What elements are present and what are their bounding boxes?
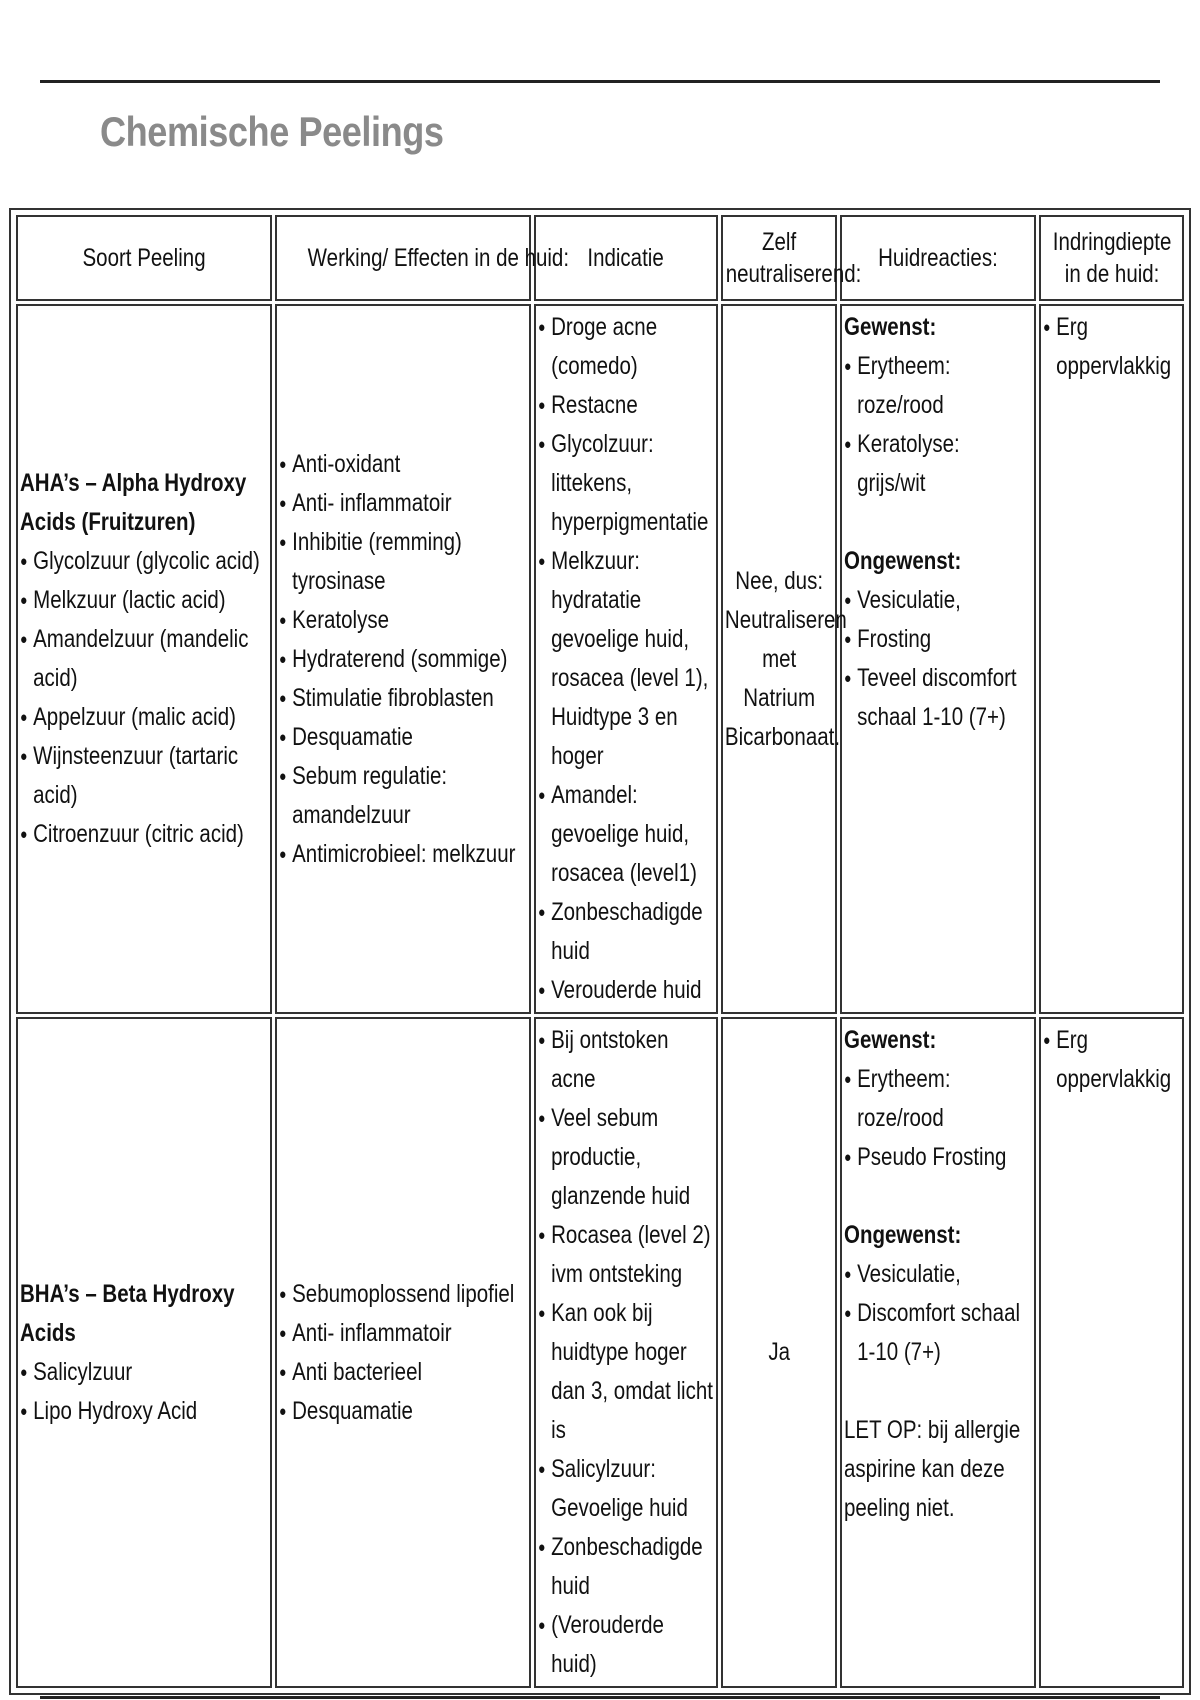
header-indicatie: Indicatie bbox=[534, 215, 718, 301]
list-item: ● Erytheem: roze/rood bbox=[844, 347, 1032, 425]
undesired-label: Ongewenst: bbox=[844, 1221, 962, 1249]
list-item: ● Rocasea (level 2) ivm ontsteking bbox=[538, 1216, 714, 1294]
list-item: ● Pseudo Frosting bbox=[844, 1138, 1032, 1177]
list-item: ● Amandelzuur (mandelic acid) bbox=[20, 620, 268, 698]
list-item: ● Melkzuur (lactic acid) bbox=[20, 581, 268, 620]
aha-effects-cell bbox=[275, 304, 531, 1014]
peelings-table-frame bbox=[9, 208, 1191, 1695]
table-row-bha bbox=[16, 1017, 1184, 1688]
list-item: ● Restacne bbox=[538, 386, 714, 425]
header-werking: Werking/ Effecten in de huid: bbox=[275, 215, 531, 301]
list-item: ● Citroenzuur (citric acid) bbox=[20, 815, 268, 854]
list-item: ● Amandel: gevoelige huid, rosacea (level1) bbox=[538, 776, 714, 893]
list-item: ● Vesiculatie, bbox=[844, 581, 1032, 620]
bha-reactions-cell bbox=[840, 1017, 1036, 1688]
list-item: ● Erg oppervlakkig bbox=[1043, 1021, 1180, 1099]
bha-indications-list bbox=[538, 1021, 714, 1684]
list-item: ● Hydraterend (sommige) bbox=[279, 640, 527, 679]
list-item: ● Anti bacterieel bbox=[279, 1353, 527, 1392]
bha-title: BHA’s – Beta Hydroxy Acids bbox=[20, 1279, 235, 1347]
list-item: ● Vesiculatie, bbox=[844, 1255, 1032, 1294]
bha-effects-cell bbox=[275, 1017, 531, 1688]
bha-indications-cell bbox=[534, 1017, 718, 1688]
bha-neutralizing-cell bbox=[721, 1017, 837, 1688]
table-row-aha bbox=[16, 304, 1184, 1014]
peelings-table bbox=[13, 212, 1187, 1691]
list-item: ● Teveel discomfort schaal 1-10 (7+) bbox=[844, 659, 1032, 737]
aha-type-cell bbox=[16, 304, 272, 1014]
list-item: ● Salicylzuur: Gevoelige huid bbox=[538, 1450, 714, 1528]
list-item: ● Droge acne (comedo) bbox=[538, 308, 714, 386]
list-item: ● Inhibitie (remming) tyrosinase bbox=[279, 523, 527, 601]
list-item: ● Glycolzuur: littekens, hyperpigmentatie bbox=[538, 425, 714, 542]
list-item: ● Erg oppervlakkig bbox=[1043, 308, 1180, 386]
list-item: ● Keratolyse: grijs/wit bbox=[844, 425, 1032, 503]
aha-effects-list bbox=[279, 445, 527, 874]
list-item: ● Glycolzuur (glycolic acid) bbox=[20, 542, 268, 581]
list-item: ● Lipo Hydroxy Acid bbox=[20, 1392, 268, 1431]
bha-effects-list bbox=[279, 1275, 527, 1431]
list-item: ● Discomfort schaal 1-10 (7+) bbox=[844, 1294, 1032, 1372]
top-rule bbox=[40, 80, 1160, 83]
aha-title: AHA’s – Alpha Hydroxy Acids (Fruitzuren) bbox=[20, 469, 247, 536]
list-item: ● Salicylzuur bbox=[20, 1353, 268, 1392]
list-item: ● Melkzuur: hydratatie gevoelige huid, rosacea (level 1), Huidtype 3 en hoger bbox=[538, 542, 714, 776]
aha-depth-list bbox=[1043, 308, 1180, 386]
aha-neutralizing-text: Nee, dus: Neutraliseren met Natrium Bicarbonaat. bbox=[724, 566, 847, 751]
aha-types-list bbox=[20, 542, 268, 854]
bha-neutralizing-text: Ja bbox=[767, 1338, 790, 1366]
list-item: ● Sebumoplossend lipofiel bbox=[279, 1275, 527, 1314]
header-row bbox=[16, 215, 1184, 301]
list-item: ● Kan ook bij huidtype hoger dan 3, omdat licht is bbox=[538, 1294, 714, 1450]
list-item: ● Antimicrobieel: melkzuur bbox=[279, 835, 527, 874]
list-item: ● Frosting bbox=[844, 620, 1032, 659]
bha-type-cell bbox=[16, 1017, 272, 1688]
aha-indications-list bbox=[538, 308, 714, 1010]
aha-indications-cell bbox=[534, 304, 718, 1014]
bha-undesired-list bbox=[844, 1255, 1032, 1372]
header-huidreacties: Huidreacties: bbox=[840, 215, 1036, 301]
bha-depth-list bbox=[1043, 1021, 1180, 1099]
list-item: ● Verouderde huid bbox=[538, 971, 714, 1010]
desired-label: Gewenst: bbox=[844, 1026, 937, 1054]
list-item: ● Zonbeschadigde huid bbox=[538, 893, 714, 971]
list-item: ● Appelzuur (malic acid) bbox=[20, 698, 268, 737]
list-item: ● Bij ontstoken acne bbox=[538, 1021, 714, 1099]
bha-desired-list bbox=[844, 1060, 1032, 1177]
list-item: ● Stimulatie fibroblasten bbox=[279, 679, 527, 718]
list-item: ● Erytheem: roze/rood bbox=[844, 1060, 1032, 1138]
allergy-warning: LET OP: bij allergie aspirine kan deze peeling niet. bbox=[844, 1416, 1021, 1522]
header-zelf-neutraliserend: Zelf neutraliserend: bbox=[721, 215, 837, 301]
list-item: ● Wijnsteenzuur (tartaric acid) bbox=[20, 737, 268, 815]
aha-desired-list bbox=[844, 347, 1032, 503]
aha-neutralizing-cell bbox=[721, 304, 847, 1014]
list-item: ● Veel sebum productie, glanzende huid bbox=[538, 1099, 714, 1216]
list-item: ● Desquamatie bbox=[279, 718, 527, 757]
list-item: ● Desquamatie bbox=[279, 1392, 527, 1431]
undesired-label: Ongewenst: bbox=[844, 547, 962, 575]
aha-depth-cell bbox=[1039, 304, 1184, 1014]
bha-types-list bbox=[20, 1353, 268, 1431]
list-item: ● Anti- inflammatoir bbox=[279, 484, 527, 523]
list-item: ● Anti-oxidant bbox=[279, 445, 527, 484]
bottom-rule bbox=[40, 1696, 1160, 1699]
aha-undesired-list bbox=[844, 581, 1032, 737]
list-item: ● (Verouderde huid) bbox=[538, 1606, 714, 1684]
bha-depth-cell bbox=[1039, 1017, 1184, 1688]
list-item: ● Zonbeschadigde huid bbox=[538, 1528, 714, 1606]
list-item: ● Sebum regulatie: amandelzuur bbox=[279, 757, 527, 835]
list-item: ● Keratolyse bbox=[279, 601, 527, 640]
header-soort-peeling: Soort Peeling bbox=[16, 215, 272, 301]
header-indringdiepte: Indringdiepte in de huid: bbox=[1039, 215, 1184, 301]
aha-reactions-cell bbox=[840, 304, 1036, 1014]
page-title: Chemische Peelings bbox=[100, 108, 444, 155]
list-item: ● Anti- inflammatoir bbox=[279, 1314, 527, 1353]
desired-label: Gewenst: bbox=[844, 313, 937, 341]
